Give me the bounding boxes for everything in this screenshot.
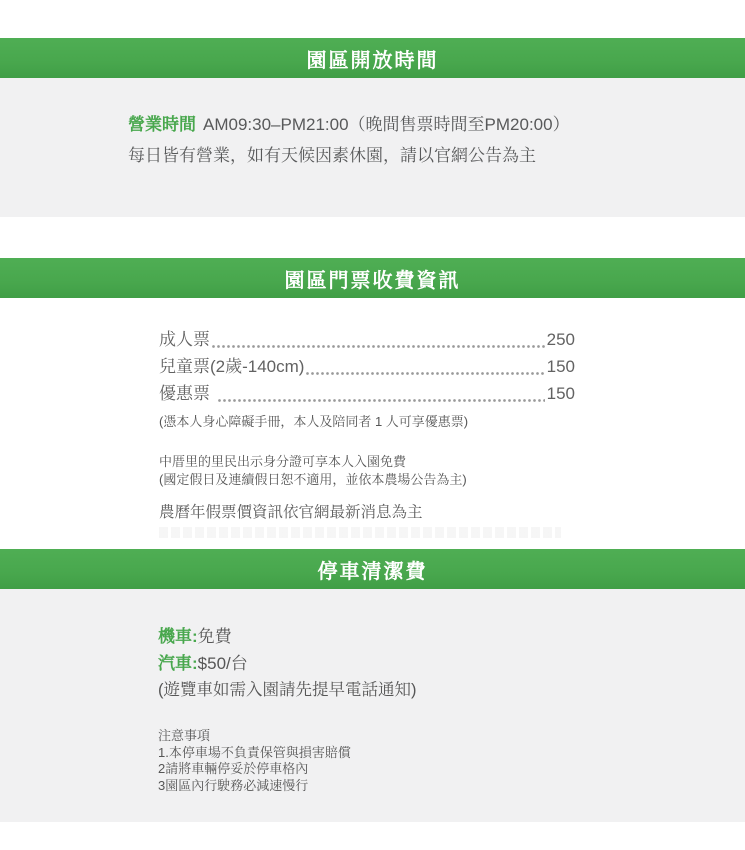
dotted-leader [306,372,544,375]
ticket-price: 150 [546,357,575,376]
dotted-leader [212,345,545,348]
ticket-price: 250 [546,330,575,349]
ticket-row-adult [159,326,575,353]
parking-notice-block [158,728,745,794]
lunar-new-year-note: 農曆年假票價資訊依官網最新消息為主 [159,504,423,521]
ticket-price-list [159,326,575,407]
notice-item-1: 1.本停車場不負責保管與損害賠償 [158,744,351,760]
tour-bus-note: (遊覽車如需入園請先提早電話通知) [158,681,417,699]
ticket-fees-title: 園區門票收費資訊 [284,269,461,292]
notice-item-3: 3園區內行駛務必減速慢行 [158,777,309,793]
section-gap [0,217,745,258]
section-header-parking-fee [0,549,745,589]
opening-hours-title: 園區開放時間 [306,49,439,72]
disability-discount-note: (憑本人身心障礙手冊，本人及陪同者 1 人可享優惠票) [159,414,469,429]
business-hours-line [128,109,705,140]
resident-note-line2: (國定假日及連續假日恕不適用，並依本農場公告為主) [159,472,467,487]
business-hours-label: 營業時間 [128,115,196,134]
faded-text-artifact [159,527,561,538]
motorcycle-label: 機車: [158,627,198,646]
parking-fee-title: 停車清潔費 [317,560,428,583]
parking-fee-section [0,589,745,822]
dotted-leader [218,399,545,402]
top-spacer [0,0,745,38]
ticket-price: 150 [546,384,575,403]
parking-row-car [158,650,745,677]
section-header-opening-hours [0,38,745,78]
car-fee: $50/台 [197,654,248,673]
notice-title: 注意事項 [158,728,211,743]
opening-hours-section [0,78,745,217]
section-header-ticket-fees [0,258,745,298]
car-label: 汽車: [158,654,198,673]
parking-row-motorcycle [158,623,745,650]
business-hours-value: AM09:30–PM21:00（晚間售票時間至PM20:00） [203,115,570,134]
ticket-label: 成人票 [159,330,210,349]
ticket-row-discount [159,380,575,407]
daily-open-note: 每日皆有營業，如有天候因素休園，請以官網公告為主 [128,146,536,165]
ticket-label: 兒童票(2歲-140cm) [159,357,305,376]
motorcycle-fee: 免費 [197,627,232,646]
ticket-fees-section [0,298,745,549]
resident-note-line1: 中厝里的里民出示身分證可享本人入園免費 [159,454,407,469]
ticket-row-child [159,353,575,380]
notice-item-2: 2請將車輛停妥於停車格內 [158,761,309,776]
ticket-label: 優惠票 [159,384,210,403]
bottom-spacer [0,822,745,850]
resident-free-entry-note [159,453,745,489]
